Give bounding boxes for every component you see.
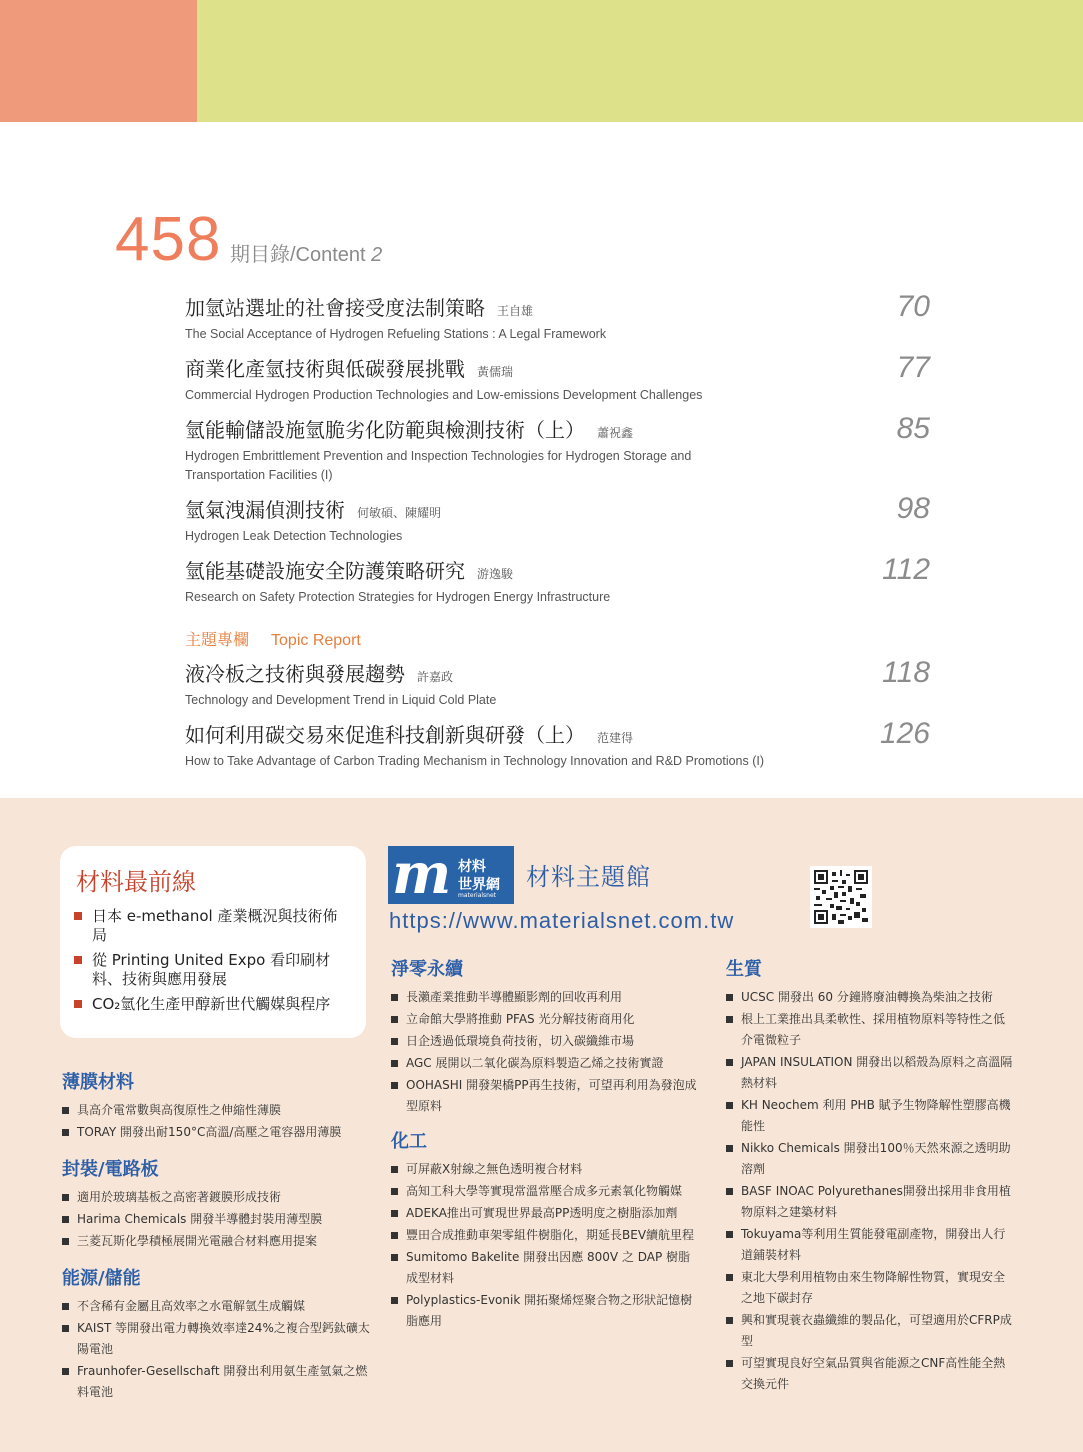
- qr-code[interactable]: [810, 866, 872, 928]
- list-item[interactable]: Tokuyama等利用生質能發電副產物，開發出人行道鋪裝材料: [726, 1224, 1016, 1266]
- toc-title: [185, 660, 935, 691]
- toc-author: 范建得: [597, 731, 634, 745]
- toc-title-text: 氫能輸儲設施氫脆劣化防範與檢測技術（上）: [185, 418, 585, 442]
- toc-author: 何敏碩、陳耀明: [357, 506, 442, 520]
- list-item[interactable]: 東北大學利用植物由來生物降解性物質，實現安全之地下碳封存: [726, 1267, 1016, 1309]
- toc-title-text: 加氫站選址的社會接受度法制策略: [185, 296, 485, 320]
- list-item[interactable]: 立命館大學將推動 PFAS 光分解技術商用化: [391, 1009, 701, 1030]
- issue-number: 458: [115, 205, 222, 274]
- toc-english-title: Technology and Development Trend in Liquid Cold Plate: [185, 693, 497, 707]
- toc-author: 王自雄: [497, 304, 534, 318]
- logo-small-text: materialsnet: [458, 892, 497, 899]
- frontline-list: [74, 907, 352, 1014]
- category-list: [62, 1296, 372, 1403]
- category-list: [391, 987, 701, 1117]
- header-color-band-right: [197, 0, 1083, 122]
- list-item[interactable]: 長瀨產業推動半導體顯影劑的回收再利用: [391, 987, 701, 1008]
- section-title-en: Topic Report: [271, 632, 361, 649]
- list-item[interactable]: 高知工科大學等實現常溫常壓合成多元素氧化物觸媒: [391, 1181, 701, 1202]
- toc-entry[interactable]: [185, 290, 935, 344]
- section-title-zh: 主題專欄: [185, 630, 250, 649]
- list-item[interactable]: 可望實現良好空氣品質與省能源之CNF高性能全熱交換元件: [726, 1353, 1016, 1395]
- toc-title-text: 氫能基礎設施安全防護策略研究: [185, 559, 465, 583]
- list-item[interactable]: ADEKA推出可實現世界最高PP透明度之樹脂添加劑: [391, 1203, 701, 1224]
- category-title: 封裝/電路板: [62, 1159, 159, 1180]
- list-item[interactable]: 適用於玻璃基板之高密著鍍膜形成技術: [62, 1187, 372, 1208]
- issue-label-text: 期目錄/Content: [230, 244, 366, 266]
- issue-label: [230, 238, 382, 267]
- qr-code-icon: [814, 870, 868, 924]
- list-item[interactable]: Polyplastics-Evonik 開拓聚烯烴聚合物之形狀記憶樹脂應用: [391, 1290, 701, 1332]
- toc-entry[interactable]: [185, 553, 935, 607]
- toc-title: [185, 721, 935, 752]
- toc-title-text: 如何利用碳交易來促進科技創新與研發（上）: [185, 723, 585, 747]
- toc-title: [185, 557, 935, 588]
- frontline-title: 材料最前線: [76, 868, 196, 896]
- toc-entry[interactable]: [185, 656, 935, 710]
- toc-page-number: 70: [896, 290, 930, 323]
- list-item[interactable]: CO₂氫化生產甲醇新世代觸媒與程序: [74, 995, 352, 1014]
- category-title: 生質: [726, 959, 762, 980]
- table-of-contents: [185, 290, 935, 782]
- toc-title: [185, 355, 935, 386]
- toc-title-text: 液冷板之技術與發展趨勢: [185, 662, 405, 686]
- toc-entry[interactable]: [185, 492, 935, 546]
- list-item[interactable]: TORAY 開發出耐150°C高溫/高壓之電容器用薄膜: [62, 1122, 372, 1143]
- list-item[interactable]: 可屏蔽X射線之無色透明複合材料: [391, 1159, 701, 1180]
- toc-author: 游逸駿: [477, 567, 514, 581]
- toc-entry[interactable]: [185, 717, 935, 771]
- logo-text: 材料: [458, 859, 486, 875]
- toc-author: 蕭祝鑫: [597, 426, 634, 440]
- list-item[interactable]: 日企透過低環境負荷技術，切入碳纖維市場: [391, 1031, 701, 1052]
- toc-page-number: 112: [882, 553, 930, 586]
- list-item[interactable]: BASF INOAC Polyurethanes開發出採用非食用植物原料之建築材料: [726, 1181, 1016, 1223]
- list-item[interactable]: 具高介電常數與高復原性之伸縮性薄膜: [62, 1100, 372, 1121]
- category-list: [726, 987, 1016, 1395]
- toc-author: 黃儒瑞: [477, 365, 514, 379]
- list-item[interactable]: UCSC 開發出 60 分鐘將廢油轉換為柴油之技術: [726, 987, 1016, 1008]
- middle-topic-column: [391, 955, 701, 1342]
- toc-page-number: 118: [882, 656, 930, 689]
- logo-text: 世界網: [458, 877, 500, 893]
- toc-english-title: Research on Safety Protection Strategies for Hydrogen Energy Infrastructure: [185, 590, 611, 604]
- toc-english-title: Hydrogen Embrittlement Prevention and Inspection Technologies for Hydrogen Storage and Transportation Facilities (I): [185, 449, 692, 482]
- category-title: 化工: [391, 1131, 427, 1152]
- list-item[interactable]: JAPAN INSULATION 開發出以稻殼為原料之高溫隔熱材料: [726, 1052, 1016, 1094]
- topic-report-heading: [185, 627, 935, 650]
- list-item[interactable]: 根上工業推出具柔軟性、採用植物原料等特性之低介電微粒子: [726, 1009, 1016, 1051]
- toc-title: [185, 416, 935, 447]
- toc-title: [185, 294, 935, 325]
- list-item[interactable]: Harima Chemicals 開發半導體封裝用薄型膜: [62, 1209, 372, 1230]
- toc-title-text: 商業化產氫技術與低碳發展挑戰: [185, 357, 465, 381]
- toc-page-number: 98: [896, 492, 930, 525]
- toc-author: 許嘉政: [417, 670, 454, 684]
- site-url-link[interactable]: https://www.materialsnet.com.tw: [389, 908, 735, 933]
- toc-page-number: 126: [879, 717, 930, 750]
- list-item[interactable]: AGC 展開以二氧化碳為原料製造乙烯之技術實證: [391, 1053, 701, 1074]
- issue-part: 2: [371, 244, 383, 266]
- list-item[interactable]: 豐田合成推動車架零組件樹脂化，期延長BEV續航里程: [391, 1225, 701, 1246]
- logo-mark: m: [392, 846, 446, 904]
- hall-title: 材料主題館: [526, 863, 651, 891]
- toc-english-title: The Social Acceptance of Hydrogen Refueling Stations : A Legal Framework: [185, 327, 607, 341]
- category-title: 薄膜材料: [62, 1072, 134, 1093]
- category-list: [391, 1159, 701, 1332]
- list-item[interactable]: Nikko Chemicals 開發出100％天然來源之透明助溶劑: [726, 1138, 1016, 1180]
- list-item[interactable]: KAIST 等開發出電力轉換效率達24%之複合型鈣鈦礦太陽電池: [62, 1318, 372, 1360]
- list-item[interactable]: KH Neochem 利用 PHB 賦予生物降解性塑膠高機能性: [726, 1095, 1016, 1137]
- toc-page-number: 77: [896, 351, 930, 384]
- toc-english-title: Commercial Hydrogen Production Technologies and Low-emissions Development Challenges: [185, 388, 703, 402]
- list-item[interactable]: 興和實現蓑衣蟲纖維的製品化，可望適用於CFRP成型: [726, 1310, 1016, 1352]
- toc-english-title: How to Take Advantage of Carbon Trading Mechanism in Technology Innovation and R&D Promotions (I): [185, 754, 765, 768]
- right-topic-column: [726, 955, 1016, 1396]
- toc-title: [185, 496, 935, 527]
- list-item[interactable]: Sumitomo Bakelite 開發出因應 800V 之 DAP 樹脂成型材料: [391, 1247, 701, 1289]
- category-title: 能源/儲能: [62, 1268, 141, 1289]
- header-color-band-left: [0, 0, 197, 122]
- list-item[interactable]: 日本 e-methanol 產業概況與技術佈局: [74, 907, 352, 945]
- toc-title-text: 氫氣洩漏偵測技術: [185, 498, 345, 522]
- toc-entry[interactable]: [185, 351, 935, 405]
- list-item[interactable]: 從 Printing United Expo 看印刷材料、技術與應用發展: [74, 951, 352, 989]
- list-item[interactable]: 三菱瓦斯化學積極展開光電融合材料應用提案: [62, 1231, 372, 1252]
- list-item[interactable]: Fraunhofer-Gesellschaft 開發出利用氨生產氫氣之燃料電池: [62, 1361, 372, 1403]
- toc-page-number: 85: [896, 412, 930, 445]
- category-title: 淨零永續: [391, 959, 463, 980]
- materialsnet-logo[interactable]: [388, 846, 514, 904]
- list-item[interactable]: OOHASHI 開發架橋PP再生技術，可望再利用為發泡成型原料: [391, 1075, 701, 1117]
- category-list: [62, 1187, 372, 1252]
- toc-entry[interactable]: [185, 412, 935, 485]
- left-topic-column: [62, 1064, 372, 1415]
- toc-english-title: Hydrogen Leak Detection Technologies: [185, 529, 403, 543]
- frontline-box: [60, 846, 366, 1038]
- category-list: [62, 1100, 372, 1143]
- list-item[interactable]: 不含稀有金屬且高效率之水電解氫生成觸媒: [62, 1296, 372, 1317]
